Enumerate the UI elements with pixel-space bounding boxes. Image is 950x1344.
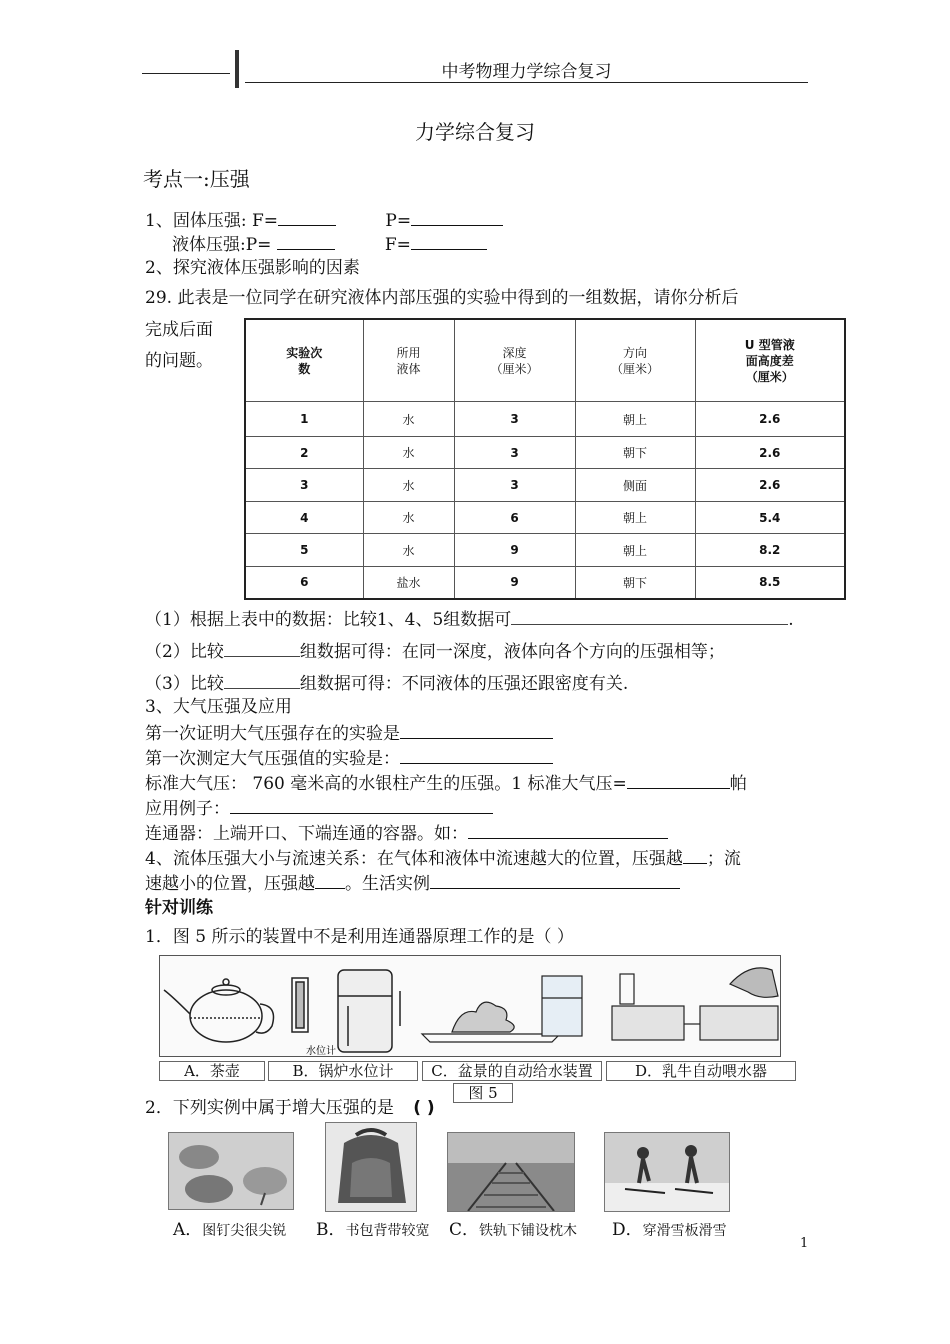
table-cell: 盐水 <box>363 566 454 599</box>
table-cell: 朝下 <box>575 436 695 469</box>
blank-solid-f[interactable] <box>278 207 336 226</box>
q1-option-d[interactable]: D．乳牛自动喂水器 <box>606 1061 796 1081</box>
table-cell: 2.6 <box>695 469 845 502</box>
item3-line2 <box>145 745 553 771</box>
liquid-pressure-line <box>172 231 487 257</box>
table-header: 所用 液体 <box>363 319 454 402</box>
header-rule-left <box>142 73 230 74</box>
sub-question-1-end: . <box>788 610 794 630</box>
table-cell: 8.2 <box>695 534 845 567</box>
q1-option-b[interactable]: B．锅炉水位计 <box>268 1061 418 1081</box>
section-heading-pressure: 考点一:压强 <box>143 167 250 191</box>
q2-option-b-text: 书包背带较宽 <box>345 1223 430 1239</box>
ski-photo <box>604 1132 730 1212</box>
q2-answer-paren: ( ) <box>413 1098 435 1118</box>
item3-line4-text: 应用例子： <box>145 799 230 819</box>
item4-line2 <box>145 870 680 896</box>
table-cell: 3 <box>454 402 575 437</box>
table-cell: 水 <box>363 402 454 437</box>
table-cell: 8.5 <box>695 566 845 599</box>
table-row <box>245 436 845 469</box>
blank-application[interactable] <box>230 795 493 814</box>
item4-line1 <box>145 845 741 871</box>
table-cell: 6 <box>245 566 363 599</box>
q2-option-c-text: 铁轨下铺设枕木 <box>479 1223 578 1239</box>
table-cell: 3 <box>245 469 363 502</box>
bonsai-icon <box>422 976 582 1042</box>
table-cell: 水 <box>363 501 454 534</box>
table-cell: 3 <box>454 469 575 502</box>
table-header: U 型管液 面高度差 （厘米） <box>695 319 845 402</box>
item3-title: 3、大气压强及应用 <box>145 697 292 717</box>
table-cell: 9 <box>454 566 575 599</box>
item3-line3-text: 标准大气压： 760 毫米高的水银柱产生的压强。1 标准大气压= <box>145 774 627 794</box>
table-cell: 朝上 <box>575 402 695 437</box>
blank-pressure-small[interactable] <box>683 845 707 864</box>
sub-question-1-text: （1）根据上表中的数据：比较1、4、5组数据可 <box>145 610 512 630</box>
table-cell: 5 <box>245 534 363 567</box>
doc-title: 力学综合复习 <box>415 120 535 144</box>
solid-pressure-line <box>145 207 503 233</box>
q2-option-a[interactable] <box>173 1218 286 1243</box>
item3-line5 <box>145 820 668 846</box>
item3-line3 <box>145 770 747 796</box>
blank-atm-measure[interactable] <box>400 745 553 764</box>
q1-option-a[interactable]: A．茶壶 <box>159 1061 265 1081</box>
table-header: 深度 （厘米） <box>454 319 575 402</box>
q1-option-c[interactable]: C．盆景的自动给水装置 <box>422 1061 602 1081</box>
blank-connector[interactable] <box>468 820 668 839</box>
item4-line1-text: 4、流体压强大小与流速关系：在气体和液体中流速越大的位置，压强越 <box>145 849 683 869</box>
q2-option-a-letter: A． <box>173 1220 203 1240</box>
figure-5-drawing <box>160 956 780 1056</box>
cow-feeder-icon <box>612 968 778 1040</box>
sub-question-3-end: 组数据可得：不同液体的压强还跟密度有关. <box>299 674 629 694</box>
table-cell: 5.4 <box>695 501 845 534</box>
item4-line2-end: 。生活实例 <box>345 874 430 894</box>
thumbtack-photo <box>168 1132 294 1210</box>
q2-option-c[interactable] <box>449 1218 577 1243</box>
sub-question-2-end: 组数据可得：在同一深度，液体向各个方向的压强相等； <box>299 642 725 662</box>
header-divider-bar <box>235 50 239 88</box>
table-cell: 2.6 <box>695 436 845 469</box>
table-cell: 1 <box>245 402 363 437</box>
backpack-photo <box>325 1122 417 1212</box>
table-cell: 朝下 <box>575 566 695 599</box>
water-gauge-label: 水位计 <box>306 1046 336 1056</box>
q29-line3: 的问题。 <box>145 351 213 371</box>
boiler-icon <box>292 970 400 1052</box>
blank-liquid-f[interactable] <box>411 231 487 250</box>
blank-liquid-p[interactable] <box>277 231 335 250</box>
figure-5-label: 图 5 <box>453 1083 513 1103</box>
header-title: 中考物理力学综合复习 <box>441 62 612 82</box>
sub-question-1 <box>145 606 794 632</box>
table-row <box>245 566 845 599</box>
table-cell: 3 <box>454 436 575 469</box>
liquid-pressure-label: 液体压强:P= <box>172 235 272 255</box>
blank-pressure-large[interactable] <box>315 870 345 889</box>
q2-text: 2．下列实例中属于增大压强的是 <box>145 1098 394 1118</box>
q2-option-b-letter: B． <box>316 1220 346 1240</box>
table-header: 方向 （厘米） <box>575 319 695 402</box>
item3-line4 <box>145 795 493 821</box>
liquid-f-label: F= <box>384 235 411 255</box>
table-cell: 2.6 <box>695 402 845 437</box>
backpack-icon <box>326 1123 416 1211</box>
table-cell: 水 <box>363 436 454 469</box>
item2-text: 2、探究液体压强影响的因素 <box>145 258 360 278</box>
figure-5-panel <box>159 955 781 1057</box>
table-cell: 水 <box>363 534 454 567</box>
q29-line1: 29. 此表是一位同学在研究液体内部压强的实验中得到的一组数据，请你分析后 <box>145 288 739 308</box>
table-cell: 2 <box>245 436 363 469</box>
table-row <box>245 402 845 437</box>
sub-question-2-start: （2）比较 <box>145 642 224 662</box>
table-row <box>245 469 845 502</box>
table-row <box>245 534 845 567</box>
railway-icon <box>448 1133 574 1211</box>
item3-line5-text: 连通器：上端开口、下端连通的容器。如： <box>145 824 468 844</box>
item3-line2-text: 第一次测定大气压强值的实验是： <box>145 749 400 769</box>
table-cell: 朝上 <box>575 534 695 567</box>
item4-line2-text: 速越小的位置，压强越 <box>145 874 315 894</box>
blank-sub2[interactable] <box>224 638 300 657</box>
sub-question-2 <box>145 638 725 664</box>
blank-solid-p[interactable] <box>411 207 503 226</box>
q2-option-a-text: 图钉尖很尖锐 <box>202 1223 287 1239</box>
training-heading: 针对训练 <box>145 898 213 918</box>
table-cell: 9 <box>454 534 575 567</box>
table-cell: 朝上 <box>575 501 695 534</box>
table-cell: 4 <box>245 501 363 534</box>
teapot-icon <box>164 979 274 1042</box>
q2-option-d-text: 穿滑雪板滑雪 <box>642 1223 727 1239</box>
table-cell: 水 <box>363 469 454 502</box>
skier-icon <box>605 1133 729 1211</box>
q2-option-c-letter: C． <box>449 1220 480 1240</box>
table-row <box>245 501 845 534</box>
blank-sub3[interactable] <box>224 670 300 689</box>
blank-life-example[interactable] <box>430 870 680 889</box>
item3-line1 <box>145 720 553 746</box>
item4-line1-end: ；流 <box>706 849 741 869</box>
item3-line1-text: 第一次证明大气压强存在的实验是 <box>145 724 400 744</box>
blank-sub1[interactable] <box>511 606 788 625</box>
table-header-row <box>245 319 845 402</box>
q2-option-b[interactable] <box>316 1218 430 1243</box>
page-number: 1 <box>800 1236 809 1251</box>
railway-photo <box>447 1132 575 1212</box>
blank-atm-exist[interactable] <box>400 720 553 739</box>
table-cell: 6 <box>454 501 575 534</box>
data-table <box>244 318 846 600</box>
item3-line3-unit: 帕 <box>729 774 747 794</box>
sub-question-3-start: （3）比较 <box>145 674 224 694</box>
q1-text: 1．图 5 所示的装置中不是利用连通器原理工作的是（ ） <box>145 927 574 947</box>
blank-standard-atm[interactable] <box>627 770 730 789</box>
solid-p-label: P= <box>385 211 412 231</box>
q2-option-d[interactable] <box>612 1218 727 1243</box>
solid-pressure-label: 1、固体压强: F= <box>145 211 278 231</box>
sub-question-3 <box>145 670 628 696</box>
thumbtack-icon <box>169 1133 293 1209</box>
q29-line2: 完成后面 <box>145 320 213 340</box>
q2-line <box>145 1096 435 1120</box>
table-cell: 侧面 <box>575 469 695 502</box>
q2-option-d-letter: D． <box>612 1220 643 1240</box>
header-rule-right <box>245 82 808 83</box>
table-header: 实验次 数 <box>245 319 363 402</box>
